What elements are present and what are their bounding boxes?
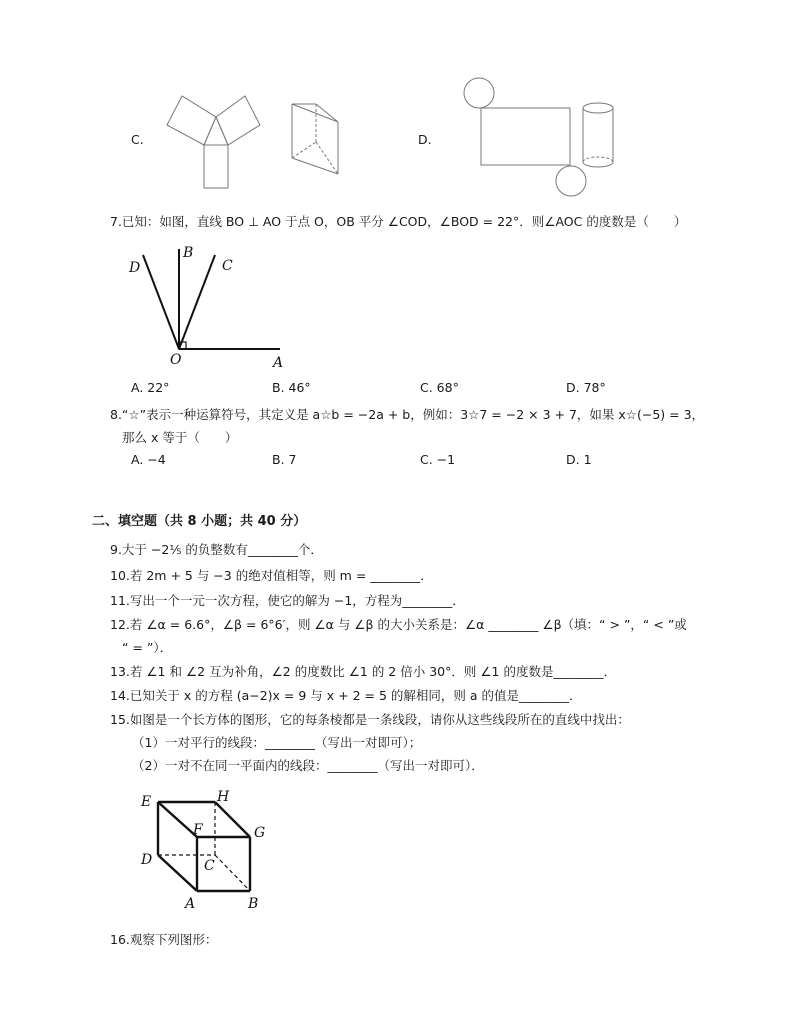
net-rectangle bbox=[481, 108, 570, 165]
question-9: 9.大于 −2⅕ 的负整数有________个． bbox=[110, 542, 323, 557]
net-left-square bbox=[167, 96, 216, 145]
net-center-triangle bbox=[204, 117, 228, 145]
question-16: 16.观察下列图形： bbox=[110, 932, 218, 947]
question-7-stem: 7.已知：如图，直线 BO ⊥ AO 于点 O，OB 平分 ∠COD，∠BOD = 22°．则∠AOC 的度数是（ ） bbox=[110, 214, 687, 229]
cuboid-figure bbox=[135, 785, 285, 915]
q7-option-b[interactable]: B. 46° bbox=[272, 380, 311, 395]
question-8-stem-line1: 8.“☆”表示一种运算符号，其定义是 a☆b = −2a + b，例如：3☆7 = −2 × 3 + 7，如果 x☆(−5) = 3， bbox=[110, 407, 705, 422]
angle-figure bbox=[125, 245, 305, 375]
net-top-circle bbox=[464, 78, 494, 108]
cuboid-label-d: D bbox=[141, 852, 153, 868]
net-bottom-square bbox=[204, 145, 228, 188]
cuboid-label-a: A bbox=[185, 896, 196, 912]
cuboid-label-e: E bbox=[141, 794, 152, 810]
label-o: O bbox=[170, 352, 182, 368]
cuboid-label-c: C bbox=[204, 858, 215, 874]
cuboid-label-g: G bbox=[254, 825, 266, 841]
label-d: D bbox=[129, 260, 141, 276]
question-13: 13.若 ∠1 和 ∠2 互为补角，∠2 的度数比 ∠1 的 2 倍小 30°．则 ∠1 的度数是________． bbox=[110, 664, 616, 679]
question-15-sub1: （1）一对平行的线段：________（写出一对即可）； bbox=[132, 735, 422, 750]
q8-option-a[interactable]: A. −4 bbox=[131, 452, 166, 467]
q8-option-b[interactable]: B. 7 bbox=[272, 452, 297, 467]
net-right-square bbox=[216, 96, 260, 145]
ray-od bbox=[143, 255, 179, 349]
cuboid-label-b: B bbox=[248, 896, 259, 912]
cylinder-figure bbox=[580, 100, 620, 175]
label-c: C bbox=[222, 258, 233, 274]
option-c-label: C. bbox=[131, 132, 144, 147]
q7-option-c[interactable]: C. 68° bbox=[420, 380, 459, 395]
q8-option-c[interactable]: C. −1 bbox=[420, 452, 456, 467]
cylinder-net-figure bbox=[460, 78, 590, 198]
option-d-label: D. bbox=[418, 132, 432, 147]
section-2-title: 二、填空题（共 8 小题；共 40 分） bbox=[92, 514, 307, 529]
question-14: 14.已知关于 x 的方程 (a−2)x = 9 与 x + 2 = 5 的解相同，则 a 的值是________． bbox=[110, 688, 582, 703]
question-15-stem: 15.如图是一个长方体的图形，它的每条棱都是一条线段，请你从这些线段所在的直线中找出： bbox=[110, 712, 630, 727]
question-10: 10.若 2m + 5 与 −3 的绝对值相等，则 m = ________． bbox=[110, 568, 433, 583]
prism-net-figure bbox=[160, 85, 290, 195]
ray-oc bbox=[179, 255, 215, 349]
label-a: A bbox=[273, 355, 284, 371]
label-b: B bbox=[183, 245, 194, 261]
question-15-sub2: （2）一对不在同一平面内的线段：________（写出一对即可）． bbox=[132, 758, 484, 773]
question-12-line2: “ = ”）． bbox=[122, 640, 173, 655]
cuboid-label-f: F bbox=[193, 822, 203, 838]
question-12-line1: 12.若 ∠α = 6.6°，∠β = 6°6′，则 ∠α 与 ∠β 的大小关系是：∠α ________ ∠β（填：“ > ”，“ < ”或 bbox=[110, 617, 687, 632]
q7-option-a[interactable]: A. 22° bbox=[131, 380, 170, 395]
cuboid-label-h: H bbox=[217, 789, 230, 805]
question-8-stem-line2: 那么 x 等于（ ） bbox=[122, 430, 238, 445]
q8-option-d[interactable]: D. 1 bbox=[566, 452, 592, 467]
triangular-prism-figure bbox=[288, 98, 348, 178]
q7-option-d[interactable]: D. 78° bbox=[566, 380, 606, 395]
question-11: 11.写出一个一元一次方程，使它的解为 −1，方程为________． bbox=[110, 593, 465, 608]
